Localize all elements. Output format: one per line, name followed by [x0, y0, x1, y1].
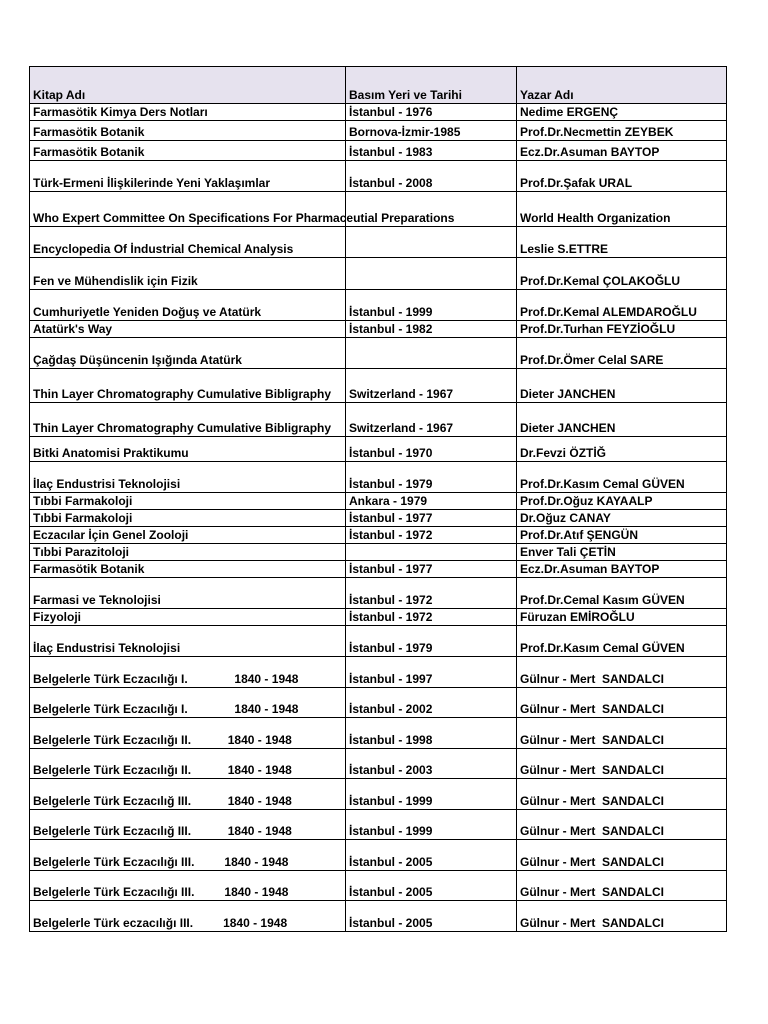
cell-place: [346, 544, 517, 561]
cell-place: İstanbul - 1999: [346, 290, 517, 321]
book-table: [29, 66, 727, 932]
cell-title: Belgelerle Türk Eczacılığı III. 1840 - 1948: [30, 840, 346, 871]
table-row: [30, 609, 727, 626]
cell-place: Bornova-İzmir-1985: [346, 121, 517, 141]
cell-title: Tıbbi Farmakoloji: [30, 510, 346, 527]
header-row: [30, 67, 727, 104]
table-row: [30, 561, 727, 578]
cell-title: Farmasötik Botanik: [30, 561, 346, 578]
cell-title: Thin Layer Chromatography Cumulative Bibligraphy: [30, 369, 346, 403]
table-row: [30, 871, 727, 901]
cell-author: Gülnur - Mert SANDALCI: [517, 688, 727, 718]
cell-author: Ecz.Dr.Asuman BAYTOP: [517, 141, 727, 161]
table-row: [30, 688, 727, 718]
cell-title: Fizyoloji: [30, 609, 346, 626]
cell-author: Prof.Dr.Kasım Cemal GÜVEN: [517, 462, 727, 493]
cell-title: Farmasötik Botanik: [30, 121, 346, 141]
cell-author: Gülnur - Mert SANDALCI: [517, 779, 727, 810]
cell-author: Nedime ERGENÇ: [517, 104, 727, 121]
cell-author: Dr.Oğuz CANAY: [517, 510, 727, 527]
cell-place: İstanbul - 2008: [346, 161, 517, 192]
header-cell-title: Kitap Adı: [30, 67, 346, 104]
cell-place: İstanbul - 1977: [346, 510, 517, 527]
cell-author: Prof.Dr.Ömer Celal SARE: [517, 338, 727, 369]
table-row: [30, 578, 727, 609]
cell-place: İstanbul - 2005: [346, 901, 517, 932]
cell-place: İstanbul - 2003: [346, 749, 517, 779]
cell-place: İstanbul - 1972: [346, 609, 517, 626]
table-row: [30, 544, 727, 561]
cell-title: Eczacılar İçin Genel Zooloji: [30, 527, 346, 544]
cell-title: Belgelerle Türk Eczacılığı I. 1840 - 1948: [30, 657, 346, 688]
cell-place: İstanbul - 1977: [346, 561, 517, 578]
cell-title: Fen ve Mühendislik için Fizik: [30, 258, 346, 290]
cell-title: Tıbbi Farmakoloji: [30, 493, 346, 510]
cell-title: Belgelerle Türk Eczacılığı II. 1840 - 1948: [30, 749, 346, 779]
table-row: [30, 510, 727, 527]
cell-place: [346, 227, 517, 258]
cell-place: İstanbul - 1970: [346, 437, 517, 462]
cell-author: Dieter JANCHEN: [517, 403, 727, 437]
table-row: [30, 779, 727, 810]
cell-author: Gülnur - Mert SANDALCI: [517, 901, 727, 932]
table-row: [30, 161, 727, 192]
cell-title: Encyclopedia Of İndustrial Chemical Analysis: [30, 227, 346, 258]
cell-author: Prof.Dr.Atıf ŞENGÜN: [517, 527, 727, 544]
cell-title: Çağdaş Düşüncenin Işığında Atatürk: [30, 338, 346, 369]
table-row: [30, 718, 727, 749]
table-row: [30, 321, 727, 338]
cell-title: İlaç Endustrisi Teknolojisi: [30, 626, 346, 657]
cell-title: Thin Layer Chromatography Cumulative Bibligraphy: [30, 403, 346, 437]
cell-place: İstanbul - 1997: [346, 657, 517, 688]
cell-place: İstanbul - 1999: [346, 779, 517, 810]
table-row: [30, 527, 727, 544]
table-row: [30, 749, 727, 779]
table-row: [30, 626, 727, 657]
cell-title: Belgelerle Türk Eczacılığı III. 1840 - 1948: [30, 871, 346, 901]
cell-author: Prof.Dr.Kemal ALEMDAROĞLU: [517, 290, 727, 321]
table-row: [30, 290, 727, 321]
cell-place: İstanbul - 1979: [346, 462, 517, 493]
table-row: [30, 493, 727, 510]
cell-title: Belgelerle Türk Eczacılığı II. 1840 - 1948: [30, 718, 346, 749]
cell-place: İstanbul - 2002: [346, 688, 517, 718]
table-row: [30, 141, 727, 161]
cell-author: Gülnur - Mert SANDALCI: [517, 871, 727, 901]
cell-place: İstanbul - 2005: [346, 871, 517, 901]
cell-author: Prof.Dr.Kasım Cemal GÜVEN: [517, 626, 727, 657]
table-row: [30, 104, 727, 121]
cell-author: Enver Tali ÇETİN: [517, 544, 727, 561]
cell-place: [346, 338, 517, 369]
cell-author: Prof.Dr.Necmettin ZEYBEK: [517, 121, 727, 141]
table-row: [30, 437, 727, 462]
cell-title: Tıbbi Parazitoloji: [30, 544, 346, 561]
table-row: [30, 338, 727, 369]
table-row: [30, 258, 727, 290]
cell-title: Farmasi ve Teknolojisi: [30, 578, 346, 609]
cell-place: İstanbul - 1982: [346, 321, 517, 338]
cell-place: Switzerland - 1967: [346, 403, 517, 437]
cell-author: Gülnur - Mert SANDALCI: [517, 840, 727, 871]
cell-place: İstanbul - 1999: [346, 810, 517, 840]
cell-title: Cumhuriyetle Yeniden Doğuş ve Atatürk: [30, 290, 346, 321]
cell-author: Ecz.Dr.Asuman BAYTOP: [517, 561, 727, 578]
cell-place: [346, 258, 517, 290]
cell-place: İstanbul - 1972: [346, 527, 517, 544]
cell-author: Prof.Dr.Turhan FEYZİOĞLU: [517, 321, 727, 338]
cell-place: Ankara - 1979: [346, 493, 517, 510]
table-row: [30, 192, 727, 227]
cell-title: Belgelerle Türk Eczacılığ III. 1840 - 1948: [30, 779, 346, 810]
table-row: [30, 840, 727, 871]
cell-author: Prof.Dr.Cemal Kasım GÜVEN: [517, 578, 727, 609]
cell-author: Prof.Dr.Oğuz KAYAALP: [517, 493, 727, 510]
cell-title: Who Expert Committee On Specifications For Pharmaceutial Preparations: [30, 192, 346, 227]
cell-place: Switzerland - 1967: [346, 369, 517, 403]
cell-author: Leslie S.ETTRE: [517, 227, 727, 258]
cell-title: Atatürk's Way: [30, 321, 346, 338]
table-row: [30, 657, 727, 688]
cell-author: Gülnur - Mert SANDALCI: [517, 657, 727, 688]
header-cell-author: Yazar Adı: [517, 67, 727, 104]
cell-author: World Health Organization: [517, 192, 727, 227]
cell-title: Belgelerle Türk Eczacılığı I. 1840 - 1948: [30, 688, 346, 718]
table-row: [30, 810, 727, 840]
cell-title: Farmasötik Botanik: [30, 141, 346, 161]
header-cell-place: Basım Yeri ve Tarihi: [346, 67, 517, 104]
cell-place: İstanbul - 1976: [346, 104, 517, 121]
cell-place: İstanbul - 1979: [346, 626, 517, 657]
table-row: [30, 227, 727, 258]
cell-title: Bitki Anatomisi Praktikumu: [30, 437, 346, 462]
cell-title: Türk-Ermeni İlişkilerinde Yeni Yaklaşımlar: [30, 161, 346, 192]
cell-author: Gülnur - Mert SANDALCI: [517, 810, 727, 840]
table-row: [30, 369, 727, 403]
table-row: [30, 121, 727, 141]
table-row: [30, 901, 727, 932]
cell-author: Gülnur - Mert SANDALCI: [517, 718, 727, 749]
cell-title: Belgelerle Türk Eczacılığ III. 1840 - 1948: [30, 810, 346, 840]
cell-author: Dr.Fevzi ÖZTİĞ: [517, 437, 727, 462]
cell-place: İstanbul - 1998: [346, 718, 517, 749]
cell-title: İlaç Endustrisi Teknolojisi: [30, 462, 346, 493]
cell-title: Belgelerle Türk eczacılığı III. 1840 - 1948: [30, 901, 346, 932]
cell-author: Gülnur - Mert SANDALCI: [517, 749, 727, 779]
table-row: [30, 462, 727, 493]
cell-title: Farmasötik Kimya Ders Notları: [30, 104, 346, 121]
cell-place: İstanbul - 2005: [346, 840, 517, 871]
table-row: [30, 403, 727, 437]
cell-place: İstanbul - 1983: [346, 141, 517, 161]
cell-author: Dieter JANCHEN: [517, 369, 727, 403]
cell-author: Füruzan EMİROĞLU: [517, 609, 727, 626]
cell-author: Prof.Dr.Kemal ÇOLAKOĞLU: [517, 258, 727, 290]
cell-place: İstanbul - 1972: [346, 578, 517, 609]
cell-author: Prof.Dr.Şafak URAL: [517, 161, 727, 192]
